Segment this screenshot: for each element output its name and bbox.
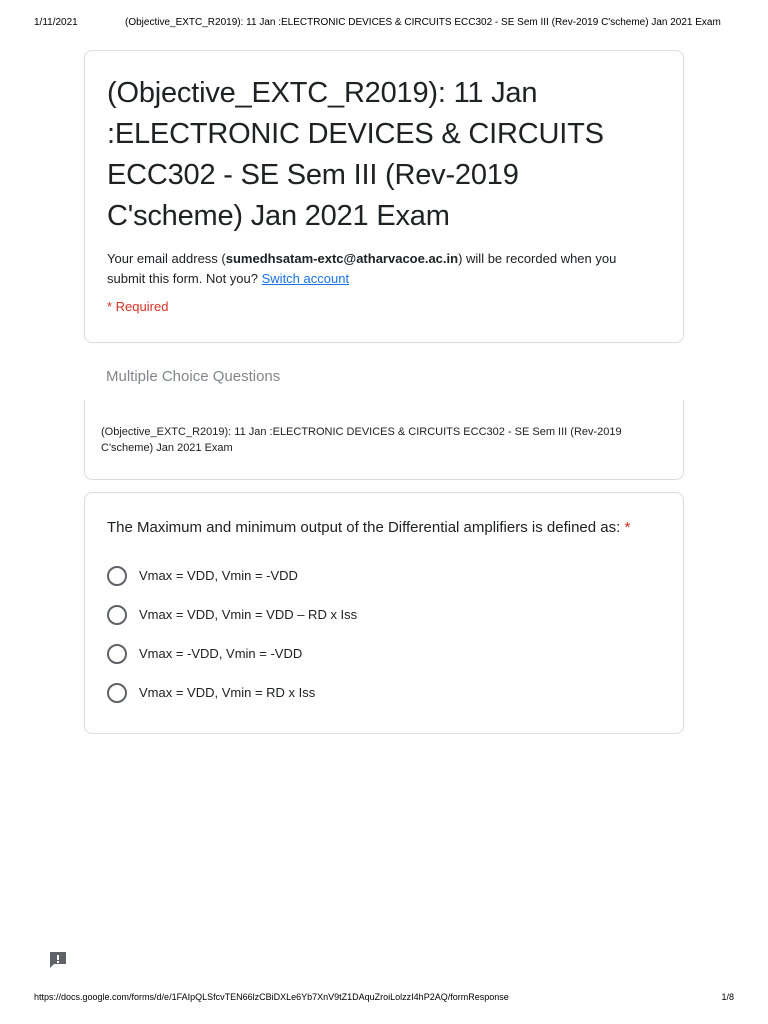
question-card [84, 492, 684, 734]
section-title: Multiple Choice Questions [106, 368, 281, 385]
email-address: sumedhsatam-extc@atharvacoe.ac.in [225, 251, 459, 266]
radio-button[interactable] [107, 605, 127, 625]
switch-account-link[interactable]: Switch account [261, 271, 350, 286]
required-star: * [624, 519, 631, 536]
footer-url: https://docs.google.com/forms/d/e/1FAIpQLSfcvTEN66lzCBiDXLe6Yb7XnV9tZ1DAquZroiLolzzI4hP2AQ/formResponse [34, 992, 509, 1002]
option-label: Vmax = VDD, Vmin = VDD – RD x Iss [139, 607, 358, 622]
question-title [107, 518, 661, 538]
email-prefix: Your email address ( [107, 251, 226, 266]
page-number: 1/8 [721, 992, 734, 1002]
option-radio[interactable] [107, 673, 661, 712]
option-label: Vmax = -VDD, Vmin = -VDD [139, 646, 303, 661]
required-note: * Required [107, 299, 169, 314]
section-description: (Objective_EXTC_R2019): 11 Jan :ELECTRONIC DEVICES & CIRCUITS ECC302 - SE Sem III (Rev-2019 C'scheme) Jan 2021 Exam [101, 426, 622, 454]
print-date: 1/11/2021 [34, 17, 78, 28]
section-description-card [84, 400, 684, 480]
email-suffix: ) will be recorded when you submit this form. Not you? [107, 251, 617, 286]
option-radio[interactable] [107, 556, 661, 595]
form-header-card [84, 50, 684, 343]
form-title: (Objective_EXTC_R2019): 11 Jan :ELECTRONIC DEVICES & CIRCUITS ECC302 - SE Sem III (Rev-2019 C'scheme) Jan 2021 Exam [107, 77, 604, 232]
print-title: (Objective_EXTC_R2019): 11 Jan :ELECTRONIC DEVICES & CIRCUITS ECC302 - SE Sem III (Rev-2019 C'scheme) Jan 2021 Exam [125, 17, 721, 28]
radio-button[interactable] [107, 566, 127, 586]
radio-button[interactable] [107, 644, 127, 664]
option-label: Vmax = VDD, Vmin = -VDD [139, 568, 298, 583]
option-radio[interactable] [107, 595, 661, 634]
email-notice [107, 249, 647, 289]
radio-button[interactable] [107, 683, 127, 703]
question-text: The Maximum and minimum output of the Differential amplifiers is defined as: [107, 519, 621, 536]
feedback-icon[interactable] [48, 950, 68, 970]
option-radio[interactable] [107, 634, 661, 673]
option-label: Vmax = VDD, Vmin = RD x Iss [139, 685, 316, 700]
